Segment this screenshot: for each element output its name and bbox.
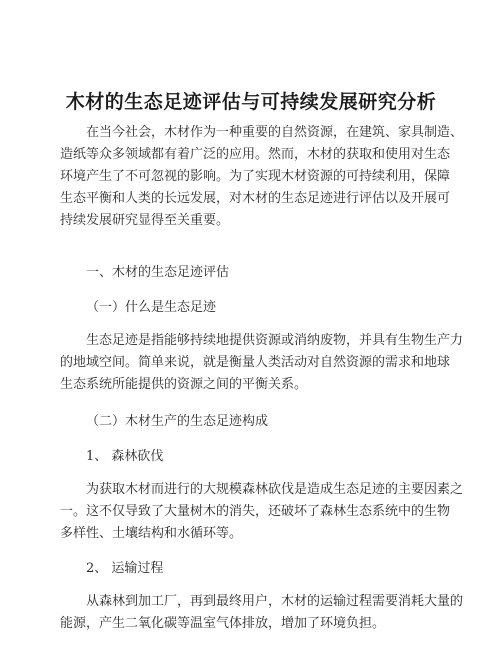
intro-paragraph — [60, 122, 464, 232]
definition-line: 生态系统所能提供的资源之间的平衡关系。 — [60, 377, 308, 392]
intro-line: 在当今社会，木材作为一种重要的自然资源，在建筑、家具制造、 — [86, 125, 464, 140]
definition-paragraph — [60, 330, 464, 396]
deforestation-paragraph — [60, 479, 464, 545]
item-heading: 1、 森林砍伐 — [86, 449, 164, 464]
subsection-heading: （二）木材生产的生态足迹构成 — [86, 414, 269, 429]
document-title: 木材的生态足迹评估与可持续发展研究分析 — [65, 91, 437, 113]
deforestation-line: 一。这不仅导致了大量树木的消失，还破坏了森林生态系统中的生物 — [60, 504, 451, 519]
transport-line: 从森林到加工厂，再到最终用户，木材的运输过程需要消耗大量的 — [86, 594, 464, 609]
section-heading: 一、木材的生态足迹评估 — [86, 265, 230, 280]
intro-line: 环境产生了不可忽视的影响。为了实现木材资源的可持续利用，保障 — [60, 169, 451, 184]
definition-line: 的地域空间。简单来说，就是衡量人类活动对自然资源的需求和地球 — [60, 355, 451, 370]
deforestation-line: 为获取木材而进行的大规模森林砍伐是造成生态足迹的主要因素之 — [86, 482, 464, 497]
subsection-heading: （一）什么是生态足迹 — [86, 300, 217, 315]
intro-line: 生态平衡和人类的长远发展，对木材的生态足迹进行评估以及开展可 — [60, 191, 451, 206]
transport-paragraph — [60, 591, 464, 635]
deforestation-line: 多样性、土壤结构和水循环等。 — [60, 526, 243, 541]
item-heading: 2、 运输过程 — [86, 561, 164, 576]
transport-line: 能源，产生二氧化碳等温室气体排放，增加了环境负担。 — [60, 616, 386, 631]
intro-line: 持续发展研究显得至关重要。 — [60, 213, 230, 228]
definition-line: 生态足迹是指能够持续地提供资源或消纳废物，并具有生物生产力 — [86, 333, 464, 348]
intro-line: 造纸等众多领域都有着广泛的应用。然而，木材的获取和使用对生态 — [60, 147, 451, 162]
